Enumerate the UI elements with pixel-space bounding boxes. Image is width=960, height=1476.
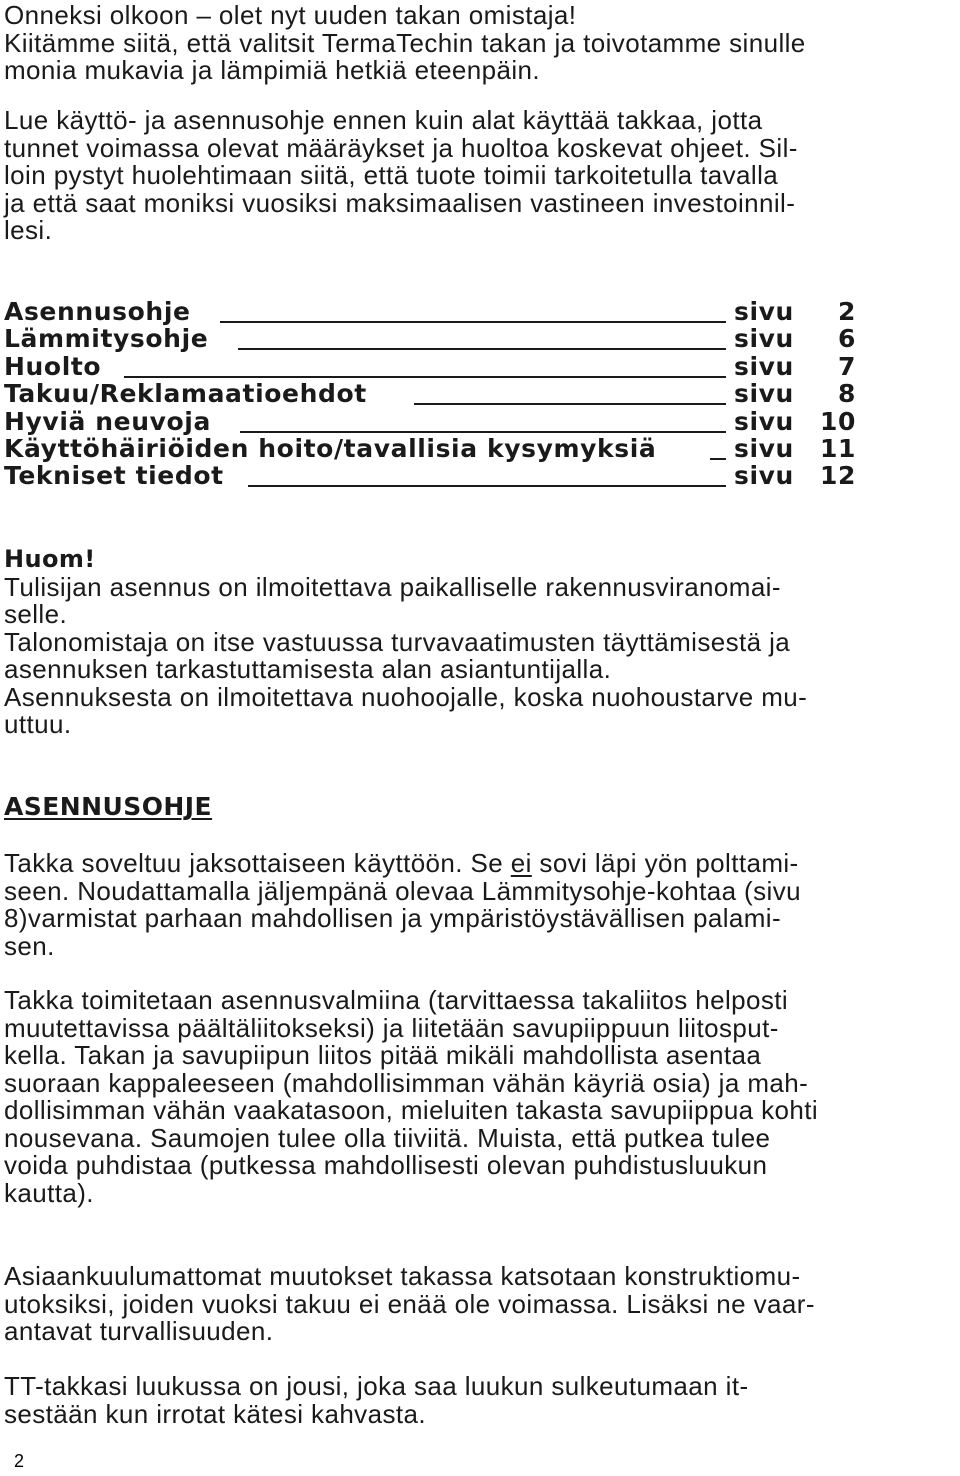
toc-leader-line [248, 462, 726, 487]
read-line: loin pystyt huolehtimaan siitä, että tuote toimii tarkoitetulla tavalla [4, 160, 779, 190]
read-line: Lue käyttö- ja asennusohje ennen kuin alat käyttää takkaa, jotta [4, 105, 763, 135]
note-line: Asennuksesta on ilmoitettava nuohoojalle, koska nuohoustarve mu- [4, 681, 808, 712]
toc-page-label: sivu [734, 461, 794, 491]
page-number: 2 [14, 1451, 25, 1471]
install-p3-line: utoksiksi, joiden vuoksi takuu ei enää ole voimassa. Lisäksi ne vaar- [4, 1288, 815, 1319]
toc-page-number: 8 [838, 379, 856, 409]
install-p2-line: muutettavissa päältäliitokseksi) ja liitetään savupiippuun liitosput- [4, 1012, 779, 1043]
toc-entry[interactable] [4, 325, 864, 352]
install-p2-line: Takka toimitetaan asennusvalmiina (tarvittaessa takaliitos helposti [4, 985, 789, 1015]
install-p1-emphasis: ei [510, 848, 532, 878]
toc-leader-line [414, 380, 726, 405]
note-line: selle. [4, 599, 68, 629]
toc-entry-title: Takuu/Reklamaatioehdot [4, 379, 367, 409]
install-p2-line: nousevana. Saumojen tulee olla tiiviitä. Muista, että putkea tulee [4, 1122, 771, 1153]
note-line: Tulisijan asennus on ilmoitettava paikalliselle rakennusviranomai- [4, 571, 781, 602]
toc-page-label: sivu [734, 406, 794, 436]
toc-page-label: sivu [734, 433, 794, 463]
toc-page-label: sivu [734, 324, 794, 354]
toc-page-number: 7 [838, 351, 856, 381]
toc-entry-title: Tekniset tiedot [4, 461, 224, 491]
toc-entry-title: Huolto [4, 351, 102, 381]
install-p1-text: Takka soveltuu jaksottaiseen käyttöön. Se [4, 848, 511, 878]
note-line: Talonomistaja on itse vastuussa turvavaatimusten täyttämisestä ja [4, 626, 791, 657]
toc-entry[interactable] [4, 462, 864, 489]
toc-entry[interactable] [4, 408, 864, 435]
install-paragraph-3 [4, 1263, 815, 1346]
toc-page-label: sivu [734, 351, 794, 381]
toc-entry-title: Käyttöhäiriöiden hoito/tavallisia kysymyksiä [4, 433, 657, 463]
toc-leader-line [710, 435, 726, 460]
toc-entry[interactable] [4, 353, 864, 380]
welcome-line: Onneksi olkoon – olet nyt uuden takan omistaja! [4, 0, 577, 30]
toc-page-label: sivu [734, 379, 794, 409]
install-p1-line [4, 850, 801, 878]
toc-leader-line [124, 353, 726, 378]
welcome-line: monia mukavia ja lämpimiä hetkiä eteenpäin. [4, 55, 541, 85]
toc-entry-title: Lämmitysohje [4, 324, 209, 354]
install-p3-line: Asiaankuulumattomat muutokset takassa katsotaan konstruktiomu- [4, 1261, 801, 1291]
toc-page-number: 12 [820, 461, 856, 491]
install-heading: ASENNUSOHJE [4, 792, 213, 821]
note-line: uttuu. [4, 709, 72, 739]
install-p1-line: sen. [4, 930, 55, 961]
install-p1-line: 8)varmistat parhaan mahdollisen ja ympäristöystävällisen palami- [4, 903, 782, 933]
welcome-paragraph [4, 2, 806, 85]
toc-entry-title: Asennusohje [4, 297, 191, 326]
install-p2-line: suoraan kappaleeseen (mahdollisimman vähän käyriä osia) ja mah- [4, 1067, 809, 1098]
read-line: tunnet voimassa olevat määräykset ja huoltoa koskevat ohjeet. Sil- [4, 132, 798, 163]
read-line: lesi. [4, 215, 53, 245]
toc-page-number: 10 [820, 406, 856, 436]
install-p1-line: seen. Noudattamalla jäljempänä olevaa Lämmitysohje-kohtaa (sivu [4, 875, 801, 906]
toc-entry-title: Hyviä neuvoja [4, 406, 211, 436]
read-line: ja että saat moniksi vuosiksi maksimaalisen vastineen investoinnil- [4, 187, 796, 218]
note-heading: Huom! [4, 545, 96, 573]
table-of-contents [4, 298, 864, 490]
toc-page-label: sivu [734, 297, 794, 326]
welcome-line: Kiitämme siitä, että valitsit TermaTechin takan ja toivotamme sinulle [4, 27, 806, 58]
toc-entry[interactable] [4, 380, 864, 407]
install-paragraph-2 [4, 987, 818, 1207]
toc-leader-line [240, 408, 726, 433]
install-p4-line: sestään kun irrotat kätesi kahvasta. [4, 1398, 426, 1429]
toc-page-number: 11 [820, 433, 856, 463]
install-paragraph-1 [4, 850, 801, 960]
toc-entry[interactable] [4, 435, 864, 462]
install-p3-line: antavat turvallisuuden. [4, 1316, 274, 1346]
install-p2-line: kautta). [4, 1177, 94, 1208]
toc-page-number: 6 [838, 324, 856, 354]
install-p2-line: dollisimman vähän vaakatasoon, mieluiten takasta savupiippua kohti [4, 1095, 819, 1125]
note-section [4, 546, 807, 739]
read-instructions-paragraph [4, 107, 798, 245]
install-heading-block [4, 793, 212, 821]
install-paragraph-4 [4, 1373, 749, 1428]
toc-page-number: 2 [838, 297, 856, 326]
toc-leader-line [220, 298, 726, 323]
toc-leader-line [238, 325, 726, 350]
note-line: asennuksen tarkastuttamisesta alan asiantuntijalla. [4, 654, 612, 684]
install-p1-text: sovi läpi yön polttami- [531, 848, 799, 878]
install-p4-line: TT-takkasi luukussa on jousi, joka saa luukun sulkeutumaan it- [4, 1371, 749, 1401]
install-p2-line: voida puhdistaa (putkessa mahdollisesti olevan puhdistusluukun [4, 1150, 768, 1180]
install-p2-line: kella. Takan ja savupiipun liitos pitää mikäli mahdollista asentaa [4, 1040, 762, 1070]
toc-entry[interactable] [4, 298, 864, 325]
